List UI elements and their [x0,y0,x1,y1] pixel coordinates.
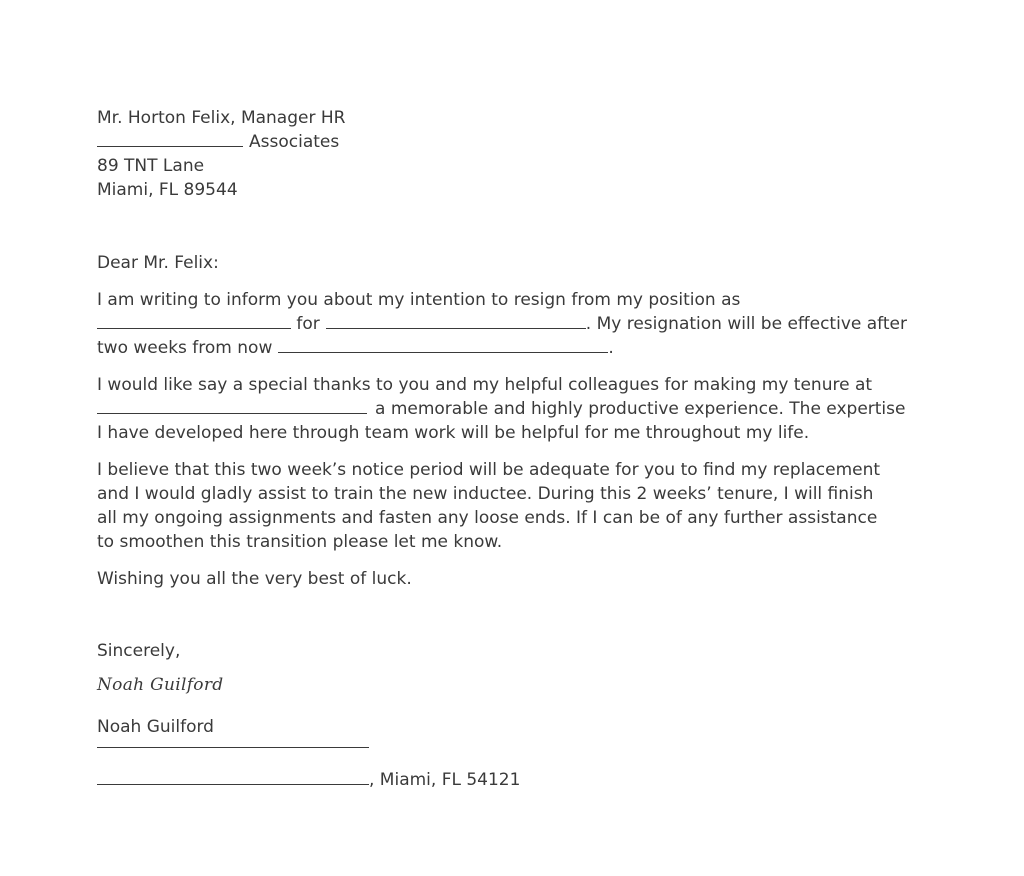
paragraph-2-line-2 [97,397,947,421]
company-blank [97,131,243,147]
company-name-blank [326,313,586,329]
recipient-city-line: Miami, FL 89544 [97,180,238,200]
paragraph-1-line-1: I am writing to inform you about my intention to resign from my position as [97,290,741,310]
paragraph-1-line-2-end: . My resignation will be effective after [585,314,907,334]
recipient-street-line: 89 TNT Lane [97,156,205,176]
paragraph-2-line-2-end: a memorable and highly productive experience. The expertise [375,399,906,419]
paragraph-3-line-2: and I would gladly assist to train the new inductee. During this 2 weeks’ tenure, I will finish [97,484,874,504]
paragraph-3-line-1: I believe that this two week’s notice period will be adequate for you to find my replacement [97,460,881,480]
paragraph-4 [97,567,947,591]
recipient-company-line [97,130,947,154]
paragraph-1-line-2 [97,312,947,336]
handwritten-signature: Noah Guilford [97,675,224,695]
recipient-address [97,106,947,202]
paragraph-2-line-3: I have developed here through team work will be helpful for me throughout my life. [97,423,810,443]
paragraph-3 [97,458,947,554]
paragraph-3-line-4: to smoothen this transition please let me know. [97,532,503,552]
sender-city-line [97,768,947,792]
closing-sincerely: Sincerely, [97,641,181,661]
paragraph-2-line-1: I would like say a special thanks to you and my helpful colleagues for making my tenure at [97,375,873,395]
paragraph-1-line-3-start: two weeks from now [97,338,273,358]
paragraph-1 [97,288,947,360]
salutation: Dear Mr. Felix: [97,253,219,273]
workplace-blank [97,398,367,414]
sender-city-suffix: , Miami, FL 54121 [369,770,521,790]
recipient-name-line: Mr. Horton Felix, Manager HR [97,108,346,128]
sender-address-blank [97,769,369,785]
paragraph-2 [97,373,947,445]
for-word: for [296,314,320,334]
paragraph-3-line-3: all my ongoing assignments and fasten any loose ends. If I can be of any further assistance [97,508,878,528]
typed-name: Noah Guilford [97,717,214,737]
letter-page [97,106,947,792]
period: . [608,338,614,358]
paragraph-1-line-3 [97,336,947,360]
date-blank [278,337,608,353]
paragraph-4-line-1: Wishing you all the very best of luck. [97,569,412,589]
position-blank [97,313,291,329]
closing-block [97,639,947,792]
signature-line [97,747,369,748]
company-suffix: Associates [249,132,340,152]
